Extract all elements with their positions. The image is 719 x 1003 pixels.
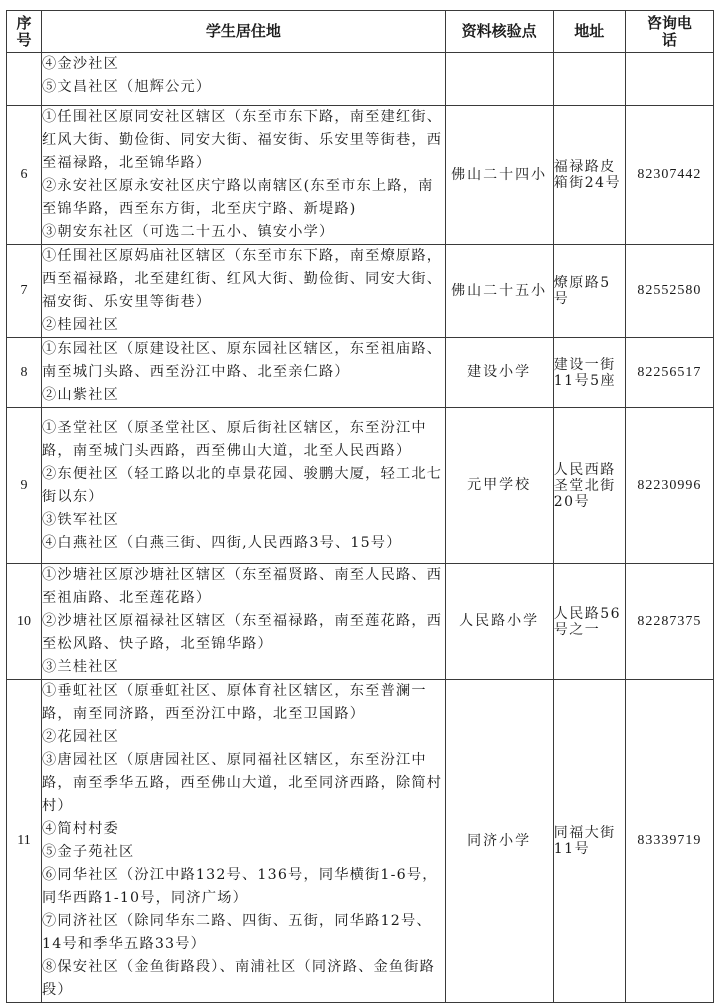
- phone-cell: [625, 53, 713, 106]
- header-index: 序号: [7, 11, 42, 53]
- phone-cell: 82287375: [625, 564, 713, 680]
- table-row: [7, 245, 714, 338]
- table-row: [7, 680, 714, 1003]
- address-cell: 人民西路圣堂北街20号: [553, 408, 625, 564]
- residence-item: ⑧保安社区（金鱼街路段）、南浦社区（同济路、金鱼街路段）: [42, 959, 436, 998]
- header-phone: 咨询电话: [625, 11, 713, 53]
- address-cell: [553, 53, 625, 106]
- header-residence: 学生居住地: [42, 11, 446, 53]
- row-index: 6: [7, 106, 42, 245]
- residence-item: ④金沙社区: [42, 56, 119, 72]
- residence-item: ①东园社区（原建设社区、原东园社区辖区，东至祖庙路、南至城门头路、西至汾江中路、北至亲仁路）: [42, 341, 443, 380]
- table-row: [7, 408, 714, 564]
- header-address: 地址: [553, 11, 625, 53]
- phone-cell: 82256517: [625, 338, 713, 408]
- residence-cell: [42, 106, 446, 245]
- residence-cell: [42, 680, 446, 1003]
- residence-item: ②永安社区原永安社区庆宁路以南辖区(东至市东上路，南至锦华路，西至东方街，北至庆宁路、新堤路): [42, 178, 434, 217]
- table-row: [7, 338, 714, 408]
- residence-item: ①任围社区原同安社区辖区（东至市东下路，南至建红街、红风大街、勤俭街、同安大街、福安街、乐安里等街巷，西至福禄路，北至锦华路）: [42, 109, 443, 171]
- residence-item: ②桂园社区: [42, 317, 119, 333]
- check-site-cell: 佛山二十四小: [445, 106, 553, 245]
- row-index: 8: [7, 338, 42, 408]
- phone-cell: 82307442: [625, 106, 713, 245]
- residence-item: ④简村村委: [42, 821, 119, 837]
- residence-item: ①圣堂社区（原圣堂社区、原后街社区辖区，东至汾江中路，南至城门头西路，西至佛山大道，北至人民西路）: [42, 419, 427, 459]
- address-cell: 同福大街11号: [553, 680, 625, 1003]
- residence-item: ①垂虹社区（原垂虹社区、原体育社区辖区，东至普澜一路，南至同济路，西至汾江中路，北至卫国路）: [42, 683, 427, 722]
- address-cell: 人民路56号之一: [553, 564, 625, 680]
- check-site-cell: [445, 53, 553, 106]
- check-site-cell: 建设小学: [445, 338, 553, 408]
- header-row: [7, 11, 714, 53]
- phone-cell: 82552580: [625, 245, 713, 338]
- address-cell: 建设一街11号5座: [553, 338, 625, 408]
- residence-item: ②沙塘社区原福禄社区辖区（东至福禄路，南至莲花路，西至松风路、快子路，北至锦华路）: [42, 613, 443, 652]
- address-cell: 燎原路5号: [553, 245, 625, 338]
- residence-item: ②花园社区: [42, 729, 119, 745]
- residence-item: ③铁军社区: [42, 511, 119, 528]
- enrollment-table: [6, 10, 714, 1003]
- header-check-site: 资料核验点: [445, 11, 553, 53]
- row-index: [7, 53, 42, 106]
- check-site-cell: 元甲学校: [445, 408, 553, 564]
- residence-item: ①任围社区原妈庙社区辖区（东至市东下路，南至燎原路，西至福禄路，北至建红街、红风大街、勤俭街、同安大街、福安街、乐安里等街巷）: [42, 248, 443, 310]
- residence-item: ②东便社区（轻工路以北的卓景花园、骏鹏大厦，轻工北七街以东）: [42, 465, 443, 505]
- residence-item: ⑤金子苑社区: [42, 844, 135, 860]
- residence-cell: [42, 53, 446, 106]
- check-site-cell: 佛山二十五小: [445, 245, 553, 338]
- table-row: [7, 106, 714, 245]
- check-site-cell: 同济小学: [445, 680, 553, 1003]
- row-index: 10: [7, 564, 42, 680]
- residence-item: ⑤文昌社区（旭辉公元）: [42, 79, 212, 95]
- residence-item: ③兰桂社区: [42, 659, 119, 675]
- row-index: 11: [7, 680, 42, 1003]
- residence-item: ③唐园社区（原唐园社区、原同福社区辖区，东至汾江中路，南至季华五路，西至佛山大道，北至同济西路，除简村村）: [42, 752, 443, 814]
- residence-item: ①沙塘社区原沙塘社区辖区（东至福贤路、南至人民路、西至祖庙路、北至莲花路）: [42, 567, 443, 606]
- row-index: 7: [7, 245, 42, 338]
- residence-item: ②山紫社区: [42, 387, 119, 403]
- residence-cell: [42, 245, 446, 338]
- residence-item: ⑥同华社区（汾江中路132号、136号，同华横街1-6号，同华西路1-10号，同济广场）: [42, 867, 438, 906]
- row-index: 9: [7, 408, 42, 564]
- check-site-cell: 人民路小学: [445, 564, 553, 680]
- table-row: [7, 53, 714, 106]
- phone-cell: 82230996: [625, 408, 713, 564]
- phone-cell: 83339719: [625, 680, 713, 1003]
- residence-item: ③朝安东社区（可选二十五小、镇安小学）: [42, 224, 335, 240]
- table-row: [7, 564, 714, 680]
- residence-cell: [42, 564, 446, 680]
- residence-cell: [42, 338, 446, 408]
- address-cell: 福禄路皮箱街24号: [553, 106, 625, 245]
- residence-item: ④白燕社区（白燕三街、四街,人民西路3号、15号）: [42, 534, 402, 551]
- residence-cell: [42, 408, 446, 564]
- residence-item: ⑦同济社区（除同华东二路、四街、五街，同华路12号、14号和季华五路33号）: [42, 913, 432, 952]
